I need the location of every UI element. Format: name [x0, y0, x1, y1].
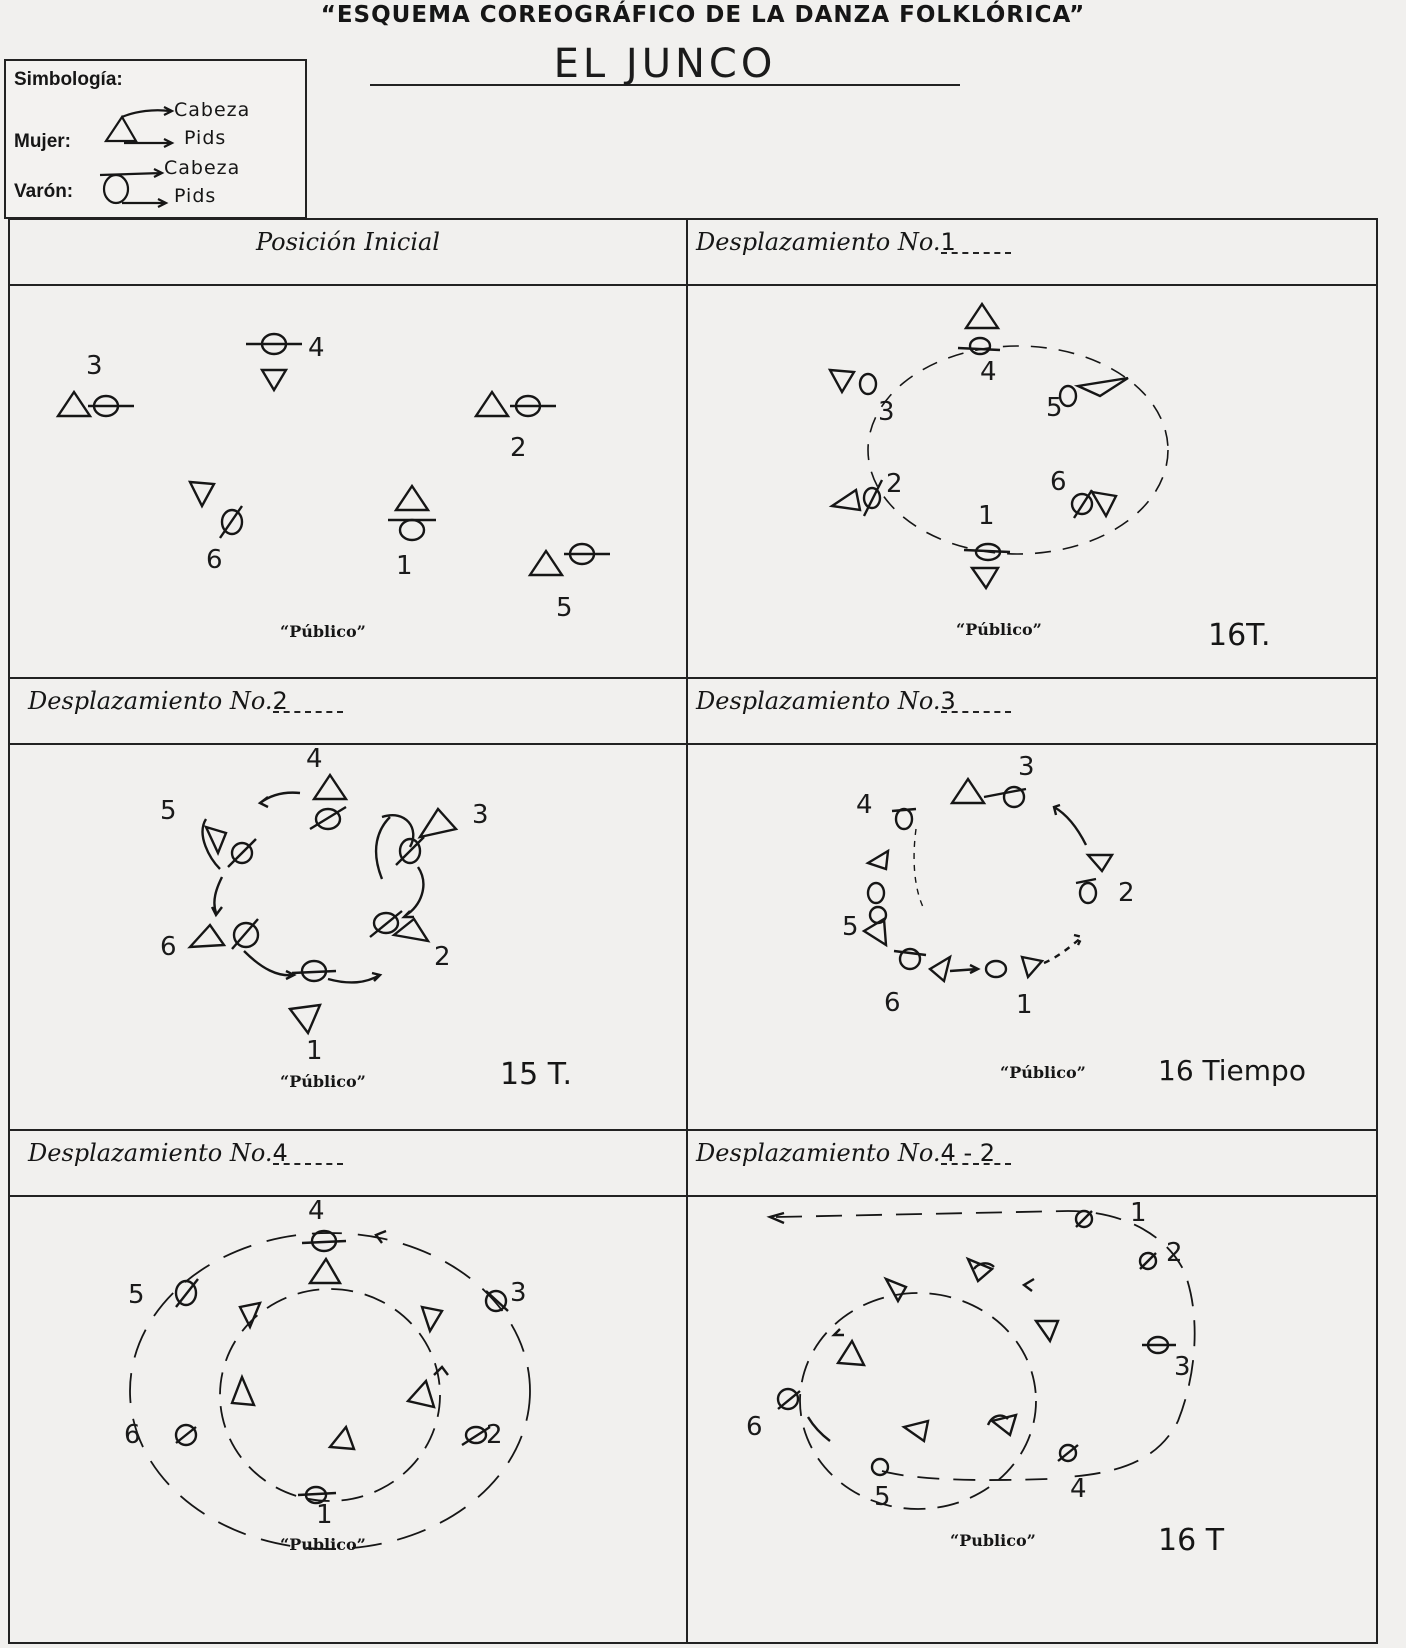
- displacement-number: 1: [941, 232, 1011, 254]
- displacement-number: 3: [941, 691, 1011, 713]
- panel-title: Desplazamiento No.: [696, 1139, 941, 1167]
- displacement-1-diagram: [688, 220, 1378, 677]
- audience-label: “Público”: [280, 1072, 366, 1091]
- legend-title: Simbología:: [14, 69, 123, 90]
- legend-symbols: [6, 61, 306, 219]
- dancer-number: 1: [978, 501, 995, 531]
- panel-displacement-1: [688, 220, 1378, 677]
- legend-man-label: Varón:: [14, 181, 74, 202]
- dancer-number: 6: [746, 1412, 763, 1442]
- time-count: 16T.: [1208, 618, 1271, 653]
- dancer-number: 4: [1070, 1474, 1087, 1504]
- dancer-number: 2: [1118, 878, 1135, 908]
- displacement-4-diagram: [10, 1131, 686, 1644]
- dancer-number: 6: [884, 988, 901, 1018]
- man-symbol-icon: [104, 175, 128, 203]
- dancer-number: 1: [306, 1036, 323, 1066]
- dancer-number: 4: [308, 1196, 325, 1226]
- legend-head-label-woman: Cabeza: [174, 99, 251, 121]
- dancer-number: 5: [556, 593, 573, 623]
- panel-title: Desplazamiento No.: [696, 228, 941, 256]
- dancer-number: 2: [886, 469, 903, 499]
- dancer-number: 4: [308, 333, 325, 363]
- legend-woman-label: Mujer:: [14, 131, 71, 152]
- dancer-number: 4: [856, 790, 873, 820]
- panel-displacement-4: [10, 1131, 686, 1644]
- displacement-2-diagram: [10, 679, 686, 1129]
- dancer-number: 5: [842, 912, 859, 942]
- dancer-number: 1: [1016, 990, 1033, 1020]
- choreography-grid: [8, 218, 1378, 1644]
- dancer-number: 5: [1046, 393, 1063, 423]
- legend-feet-label-woman: Pids: [184, 127, 227, 149]
- dancer-number: 6: [160, 932, 177, 962]
- dancer-number: 6: [124, 1420, 141, 1450]
- dancer-number: 3: [472, 800, 489, 830]
- dancer-number: 2: [434, 942, 451, 972]
- panel-displacement-3: [688, 679, 1378, 1129]
- dancer-number: 4: [980, 357, 997, 387]
- initial-position-diagram: [10, 220, 686, 677]
- dancer-number: 5: [160, 796, 177, 826]
- displacement-4-2-diagram: [688, 1131, 1378, 1644]
- legend-feet-label-man: Pids: [174, 185, 217, 207]
- panel-title: Desplazamiento No.: [28, 687, 273, 715]
- audience-label: “Público”: [1000, 1063, 1086, 1082]
- audience-label: “Público”: [956, 620, 1042, 639]
- dancer-number: 1: [396, 551, 413, 581]
- dancer-number: 1: [316, 1500, 333, 1530]
- panel-displacement-4-2: [688, 1131, 1378, 1644]
- panel-title: Desplazamiento No.: [28, 1139, 273, 1167]
- dancer-number: 3: [1018, 752, 1035, 782]
- dancer-number: 3: [86, 351, 103, 381]
- legend-head-label-man: Cabeza: [164, 157, 241, 179]
- dancer-number: 2: [486, 1420, 503, 1450]
- displacement-number: 4 - 2: [941, 1143, 1011, 1165]
- time-count: 16 T: [1158, 1523, 1225, 1558]
- time-count: 15 T.: [500, 1057, 573, 1092]
- panel-displacement-2: [10, 679, 686, 1129]
- dancer-number: 3: [1174, 1352, 1191, 1382]
- dancer-number: 3: [510, 1278, 527, 1308]
- displacement-number: 4: [273, 1143, 343, 1165]
- document-heading: “ESQUEMA COREOGRÁFICO DE LA DANZA FOLKLÓRICA”: [320, 2, 1086, 28]
- panel-title: Posición Inicial: [256, 228, 440, 256]
- dancer-number: 5: [874, 1482, 891, 1512]
- dancer-number: 6: [1050, 467, 1067, 497]
- dancer-number: 6: [206, 545, 223, 575]
- audience-label: “Publico”: [950, 1531, 1036, 1550]
- panel-title: Desplazamiento No.: [696, 687, 941, 715]
- dancer-number: 2: [510, 433, 527, 463]
- dancer-number: 3: [878, 397, 895, 427]
- dancer-number: 4: [306, 744, 323, 774]
- dancer-number: 1: [1130, 1198, 1147, 1228]
- dance-name: EL JUNCO: [370, 44, 960, 86]
- dancer-number: 5: [128, 1280, 145, 1310]
- panel-initial-position: [10, 220, 686, 677]
- dancer-number: 2: [1166, 1238, 1183, 1268]
- legend-box: [4, 59, 307, 219]
- audience-label: “Público”: [280, 622, 366, 641]
- displacement-number: 2: [273, 691, 343, 713]
- time-count: 16 Tiempo: [1158, 1054, 1306, 1087]
- woman-symbol-icon: [106, 117, 136, 141]
- audience-label: “Publico”: [280, 1535, 366, 1554]
